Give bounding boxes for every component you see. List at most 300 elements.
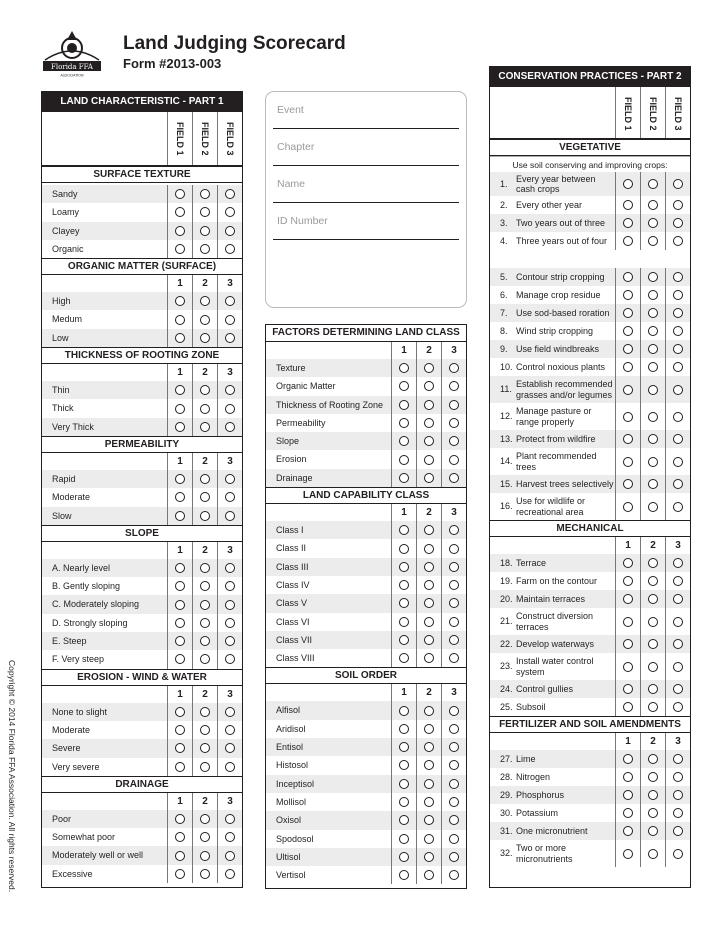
field-1-radio[interactable] — [175, 511, 185, 521]
field-3-radio[interactable] — [673, 344, 683, 354]
field-3-radio[interactable] — [225, 600, 235, 610]
field-3-radio[interactable] — [449, 815, 459, 825]
field-1-radio[interactable] — [175, 618, 185, 628]
field-2-radio[interactable] — [424, 598, 434, 608]
field-1-radio[interactable] — [623, 457, 633, 467]
column-number: 1 — [167, 453, 192, 470]
field-3-radio[interactable] — [225, 725, 235, 735]
field-2-radio[interactable] — [648, 308, 658, 318]
field-2-radio[interactable] — [424, 381, 434, 391]
field-2-radio[interactable] — [200, 600, 210, 610]
row-label: None to slight — [52, 706, 108, 717]
item-text: Protect from wildfire — [516, 433, 596, 444]
field-2-radio[interactable] — [648, 457, 658, 467]
field-2-radio[interactable] — [200, 385, 210, 395]
field-1-radio[interactable] — [399, 742, 409, 752]
field-2-radio[interactable] — [648, 849, 658, 859]
field-2-radio[interactable] — [424, 724, 434, 734]
field-3-radio[interactable] — [225, 636, 235, 646]
field-1-radio[interactable] — [399, 562, 409, 572]
field-3-cell — [665, 196, 690, 214]
section-title: PERMEABILITY — [42, 436, 242, 453]
field-2-radio[interactable] — [424, 653, 434, 663]
field-3-radio[interactable] — [225, 654, 235, 664]
field-3-radio[interactable] — [673, 218, 683, 228]
field-1-radio[interactable] — [399, 653, 409, 663]
field-1-radio[interactable] — [623, 754, 633, 764]
field-1-radio[interactable] — [399, 598, 409, 608]
field-2-radio[interactable] — [424, 544, 434, 554]
column-number: 3 — [665, 733, 690, 750]
numbers-spacer — [42, 453, 167, 470]
field-2-radio[interactable] — [200, 226, 210, 236]
field-1-radio[interactable] — [175, 762, 185, 772]
row-label — [490, 680, 615, 698]
field-3-radio[interactable] — [449, 525, 459, 535]
field-2-radio[interactable] — [424, 779, 434, 789]
field-1-radio[interactable] — [623, 290, 633, 300]
field-2-radio[interactable] — [648, 594, 658, 604]
field-2-radio[interactable] — [200, 474, 210, 484]
field-3-radio[interactable] — [225, 492, 235, 502]
field-3-radio[interactable] — [225, 832, 235, 842]
field-3-cell — [217, 650, 242, 668]
column-number: 3 — [665, 537, 690, 554]
field-1-radio[interactable] — [399, 852, 409, 862]
field-1-radio[interactable] — [623, 772, 633, 782]
field-3-cell — [217, 329, 242, 347]
field-3-radio[interactable] — [673, 576, 683, 586]
item-number: 30. — [500, 807, 513, 818]
item-text: One micronutrient — [516, 825, 588, 836]
field-2-radio[interactable] — [648, 617, 658, 627]
field-2-radio[interactable] — [200, 725, 210, 735]
id-number-field[interactable] — [273, 203, 459, 240]
field-3-radio[interactable] — [673, 808, 683, 818]
field-1-radio[interactable] — [623, 200, 633, 210]
item-number: 19. — [500, 575, 513, 586]
field-2-radio[interactable] — [424, 852, 434, 862]
item-number: 20. — [500, 593, 513, 604]
field-1-radio[interactable] — [623, 326, 633, 336]
field-1-radio[interactable] — [623, 362, 633, 372]
field-3-radio[interactable] — [673, 326, 683, 336]
field-2-radio[interactable] — [200, 814, 210, 824]
row-label — [490, 286, 615, 304]
field-3-radio[interactable] — [449, 635, 459, 645]
field-1-radio[interactable] — [623, 272, 633, 282]
ffa-logo — [41, 28, 103, 78]
field-3-radio[interactable] — [449, 742, 459, 752]
numbers-spacer — [266, 342, 391, 359]
row-label — [490, 698, 615, 716]
field-2-radio[interactable] — [648, 754, 658, 764]
field-2-radio[interactable] — [200, 654, 210, 664]
field-1-radio[interactable] — [399, 400, 409, 410]
field-2-radio[interactable] — [200, 762, 210, 772]
field-1-radio[interactable] — [623, 639, 633, 649]
field-1-radio[interactable] — [399, 436, 409, 446]
field-3-radio[interactable] — [225, 618, 235, 628]
field-2-radio[interactable] — [648, 362, 658, 372]
field-1-radio[interactable] — [175, 563, 185, 573]
field-2-radio[interactable] — [648, 385, 658, 395]
field-1-radio[interactable] — [623, 385, 633, 395]
field-1-radio[interactable] — [399, 580, 409, 590]
field-3-radio[interactable] — [449, 617, 459, 627]
field-3-radio[interactable] — [673, 412, 683, 422]
field-3-radio[interactable] — [673, 272, 683, 282]
field-3-radio[interactable] — [673, 754, 683, 764]
field-3-radio[interactable] — [225, 511, 235, 521]
field-1-radio[interactable] — [399, 870, 409, 880]
field-2-radio[interactable] — [424, 455, 434, 465]
field-1-radio[interactable] — [175, 600, 185, 610]
field-2-radio[interactable] — [200, 296, 210, 306]
field-2-radio[interactable] — [200, 832, 210, 842]
field-1-radio[interactable] — [175, 315, 185, 325]
item-number: 25. — [500, 701, 513, 712]
field-3-radio[interactable] — [673, 502, 683, 512]
field-2-radio[interactable] — [424, 635, 434, 645]
field-2-cell — [192, 559, 217, 577]
field-2-radio[interactable] — [200, 189, 210, 199]
field-1-radio[interactable] — [399, 544, 409, 554]
field-2-radio[interactable] — [648, 344, 658, 354]
field-1-radio[interactable] — [399, 617, 409, 627]
field-2-radio[interactable] — [424, 580, 434, 590]
field-2-radio[interactable] — [200, 869, 210, 879]
field-2-radio[interactable] — [424, 760, 434, 770]
field-1-radio[interactable] — [399, 815, 409, 825]
field-3-radio[interactable] — [449, 473, 459, 483]
row-thin — [42, 381, 242, 399]
field-2-radio[interactable] — [424, 363, 434, 373]
field-1-radio[interactable] — [623, 617, 633, 627]
row-label: Mollisol — [276, 796, 307, 807]
field-2-radio[interactable] — [424, 834, 434, 844]
field-3-radio[interactable] — [673, 308, 683, 318]
field-1-radio[interactable] — [175, 404, 185, 414]
field-1-radio[interactable] — [623, 576, 633, 586]
field-1-radio[interactable] — [175, 244, 185, 254]
field-3-radio[interactable] — [225, 422, 235, 432]
field-3-radio[interactable] — [225, 581, 235, 591]
field-2-cell — [192, 240, 217, 258]
field-2-radio[interactable] — [648, 200, 658, 210]
field-3-radio[interactable] — [449, 779, 459, 789]
field-2-radio[interactable] — [200, 244, 210, 254]
field-1-radio[interactable] — [175, 654, 185, 664]
field-3-radio[interactable] — [673, 684, 683, 694]
field-3-radio[interactable] — [673, 662, 683, 672]
field-3-radio[interactable] — [449, 580, 459, 590]
field-3-radio[interactable] — [449, 598, 459, 608]
field-3-radio[interactable] — [225, 296, 235, 306]
item-number: 32. — [500, 848, 513, 859]
field-3-radio[interactable] — [673, 772, 683, 782]
field-1-radio[interactable] — [399, 455, 409, 465]
field-1-radio[interactable] — [399, 724, 409, 734]
field-2-radio[interactable] — [200, 851, 210, 861]
field-1-radio[interactable] — [175, 189, 185, 199]
field-2-radio[interactable] — [200, 492, 210, 502]
field-1-radio[interactable] — [175, 581, 185, 591]
field-3-radio[interactable] — [449, 724, 459, 734]
field-2-radio[interactable] — [648, 236, 658, 246]
field-3-radio[interactable] — [449, 562, 459, 572]
field-3-radio[interactable] — [225, 404, 235, 414]
section-title: EROSION - WIND & WATER — [42, 669, 242, 686]
field-2-radio[interactable] — [648, 639, 658, 649]
field-3-radio[interactable] — [225, 474, 235, 484]
field-1-radio[interactable] — [623, 434, 633, 444]
field-1-radio[interactable] — [399, 418, 409, 428]
field-3-radio[interactable] — [673, 457, 683, 467]
field-1-radio[interactable] — [399, 635, 409, 645]
field-1-radio[interactable] — [623, 684, 633, 694]
field-3-radio[interactable] — [673, 236, 683, 246]
field-2-radio[interactable] — [648, 502, 658, 512]
field-1-radio[interactable] — [623, 179, 633, 189]
field-3-radio[interactable] — [673, 617, 683, 627]
field-3-radio[interactable] — [673, 639, 683, 649]
field-3-radio[interactable] — [449, 381, 459, 391]
field-3-radio[interactable] — [673, 200, 683, 210]
field-1-radio[interactable] — [175, 707, 185, 717]
field-1-radio[interactable] — [175, 296, 185, 306]
field-3-radio[interactable] — [225, 851, 235, 861]
field-2-radio[interactable] — [648, 790, 658, 800]
field-3-radio[interactable] — [673, 385, 683, 395]
item-text: Subsoil — [516, 701, 546, 712]
field-1-radio[interactable] — [623, 826, 633, 836]
row-label — [490, 268, 615, 286]
field-2-radio[interactable] — [200, 207, 210, 217]
field-1-radio[interactable] — [175, 474, 185, 484]
field-3-radio[interactable] — [673, 179, 683, 189]
field-2-cell — [416, 613, 441, 631]
field-column-3 — [217, 112, 242, 165]
field-2-radio[interactable] — [200, 422, 210, 432]
field-3-radio[interactable] — [449, 852, 459, 862]
field-1-radio[interactable] — [175, 725, 185, 735]
field-3-radio[interactable] — [225, 333, 235, 343]
field-1-radio[interactable] — [399, 381, 409, 391]
row-label: Moderate — [52, 724, 91, 735]
field-2-radio[interactable] — [200, 743, 210, 753]
field-1-radio[interactable] — [623, 236, 633, 246]
field-1-radio[interactable] — [175, 492, 185, 502]
row-every-year-between-cash-crops — [490, 172, 690, 196]
field-2-radio[interactable] — [200, 511, 210, 521]
field-3-radio[interactable] — [225, 315, 235, 325]
field-2-radio[interactable] — [200, 707, 210, 717]
field-3-radio[interactable] — [449, 436, 459, 446]
field-1-radio[interactable] — [175, 385, 185, 395]
field-3-radio[interactable] — [449, 418, 459, 428]
field-2-radio[interactable] — [200, 563, 210, 573]
field-3-radio[interactable] — [449, 455, 459, 465]
field-1-radio[interactable] — [623, 479, 633, 489]
field-1-radio[interactable] — [399, 834, 409, 844]
item-number: 14. — [500, 456, 513, 467]
field-2-radio[interactable] — [424, 870, 434, 880]
field-2-radio[interactable] — [200, 581, 210, 591]
field-3-cell — [441, 414, 466, 432]
field-2-radio[interactable] — [200, 618, 210, 628]
field-1-radio[interactable] — [175, 832, 185, 842]
field-1-radio[interactable] — [175, 422, 185, 432]
field-2-radio[interactable] — [648, 684, 658, 694]
field-3-radio[interactable] — [673, 849, 683, 859]
field-2-radio[interactable] — [648, 412, 658, 422]
field-2-radio[interactable] — [424, 525, 434, 535]
field-2-radio[interactable] — [648, 662, 658, 672]
field-2-radio[interactable] — [648, 576, 658, 586]
item-text: Potassium — [516, 807, 559, 818]
field-1-cell — [391, 756, 416, 774]
field-3-radio[interactable] — [673, 702, 683, 712]
field-1-radio[interactable] — [399, 706, 409, 716]
field-2-radio[interactable] — [648, 326, 658, 336]
field-2-radio[interactable] — [648, 808, 658, 818]
field-3-radio[interactable] — [225, 743, 235, 753]
field-1-radio[interactable] — [623, 790, 633, 800]
field-3-radio[interactable] — [449, 760, 459, 770]
field-3-cell — [217, 418, 242, 436]
field-1-radio[interactable] — [623, 412, 633, 422]
field-2-radio[interactable] — [200, 333, 210, 343]
field-1-radio[interactable] — [175, 226, 185, 236]
field-3-radio[interactable] — [673, 826, 683, 836]
field-1-radio[interactable] — [623, 594, 633, 604]
field-3-radio[interactable] — [225, 707, 235, 717]
field-2-radio[interactable] — [648, 272, 658, 282]
field-1-radio[interactable] — [623, 558, 633, 568]
field-1-radio[interactable] — [399, 779, 409, 789]
field-2-radio[interactable] — [648, 702, 658, 712]
field-2-radio[interactable] — [424, 436, 434, 446]
field-3-radio[interactable] — [225, 563, 235, 573]
item-number: 7. — [500, 307, 508, 318]
field-2-radio[interactable] — [424, 418, 434, 428]
field-2-cell — [640, 768, 665, 786]
column-number: 2 — [192, 364, 217, 381]
chapter-field[interactable] — [273, 129, 459, 166]
field-1-radio[interactable] — [623, 662, 633, 672]
field-1-radio[interactable] — [175, 814, 185, 824]
field-3-radio[interactable] — [673, 594, 683, 604]
field-2-radio[interactable] — [648, 290, 658, 300]
field-3-radio[interactable] — [449, 653, 459, 663]
field-1-radio[interactable] — [175, 743, 185, 753]
field-1-radio[interactable] — [175, 636, 185, 646]
field-2-radio[interactable] — [424, 400, 434, 410]
field-3-cell — [441, 866, 466, 884]
field-1-radio[interactable] — [399, 473, 409, 483]
field-3-radio[interactable] — [225, 207, 235, 217]
field-3-radio[interactable] — [449, 706, 459, 716]
row-label — [490, 340, 615, 358]
field-1-radio[interactable] — [623, 702, 633, 712]
field-3-radio[interactable] — [673, 434, 683, 444]
field-3-radio[interactable] — [673, 790, 683, 800]
field-3-radio[interactable] — [225, 762, 235, 772]
field-3-radio[interactable] — [225, 869, 235, 879]
field-2-radio[interactable] — [424, 815, 434, 825]
field-1-radio[interactable] — [399, 525, 409, 535]
field-3-radio[interactable] — [673, 558, 683, 568]
field-3-radio[interactable] — [225, 814, 235, 824]
field-3-radio[interactable] — [449, 400, 459, 410]
field-1-cell — [615, 608, 640, 635]
field-1-radio[interactable] — [623, 808, 633, 818]
field-2-radio[interactable] — [424, 706, 434, 716]
field-1-radio[interactable] — [399, 760, 409, 770]
row-class-viii — [266, 649, 466, 667]
column-numbers-row — [42, 275, 242, 292]
section-title: THICKNESS OF ROOTING ZONE — [42, 347, 242, 364]
field-3-cell — [665, 493, 690, 520]
field-1-radio[interactable] — [175, 851, 185, 861]
field-1-radio[interactable] — [175, 207, 185, 217]
field-3-radio[interactable] — [449, 363, 459, 373]
field-2-radio[interactable] — [648, 434, 658, 444]
field-1-radio[interactable] — [623, 849, 633, 859]
field-2-radio[interactable] — [424, 617, 434, 627]
field-3-radio[interactable] — [225, 189, 235, 199]
field-3-radio[interactable] — [673, 479, 683, 489]
field-2-radio[interactable] — [648, 558, 658, 568]
field-2-radio[interactable] — [424, 742, 434, 752]
field-3-radio[interactable] — [225, 244, 235, 254]
field-1-radio[interactable] — [623, 502, 633, 512]
field-2-radio[interactable] — [648, 479, 658, 489]
field-2-radio[interactable] — [648, 772, 658, 782]
field-1-radio[interactable] — [399, 363, 409, 373]
field-2-radio[interactable] — [424, 562, 434, 572]
field-2-radio[interactable] — [648, 218, 658, 228]
event-field[interactable] — [273, 92, 459, 129]
field-3-radio[interactable] — [225, 226, 235, 236]
field-3-radio[interactable] — [449, 797, 459, 807]
name-field[interactable] — [273, 166, 459, 203]
field-1-cell — [167, 399, 192, 417]
field-1-radio[interactable] — [623, 218, 633, 228]
field-1-radio[interactable] — [399, 797, 409, 807]
field-2-radio[interactable] — [200, 404, 210, 414]
field-1-radio[interactable] — [623, 308, 633, 318]
field-2-radio[interactable] — [200, 636, 210, 646]
field-3-radio[interactable] — [449, 834, 459, 844]
field-2-radio[interactable] — [648, 826, 658, 836]
field-3-radio[interactable] — [673, 290, 683, 300]
field-1-radio[interactable] — [623, 344, 633, 354]
field-2-radio[interactable] — [200, 315, 210, 325]
field-3-radio[interactable] — [449, 544, 459, 554]
field-3-radio[interactable] — [225, 385, 235, 395]
field-1-cell — [391, 594, 416, 612]
row-organic — [42, 240, 242, 258]
field-1-radio[interactable] — [175, 869, 185, 879]
field-2-radio[interactable] — [424, 473, 434, 483]
field-1-radio[interactable] — [175, 333, 185, 343]
field-3-radio[interactable] — [449, 870, 459, 880]
field-3-radio[interactable] — [673, 362, 683, 372]
field-2-radio[interactable] — [424, 797, 434, 807]
field-2-radio[interactable] — [648, 179, 658, 189]
